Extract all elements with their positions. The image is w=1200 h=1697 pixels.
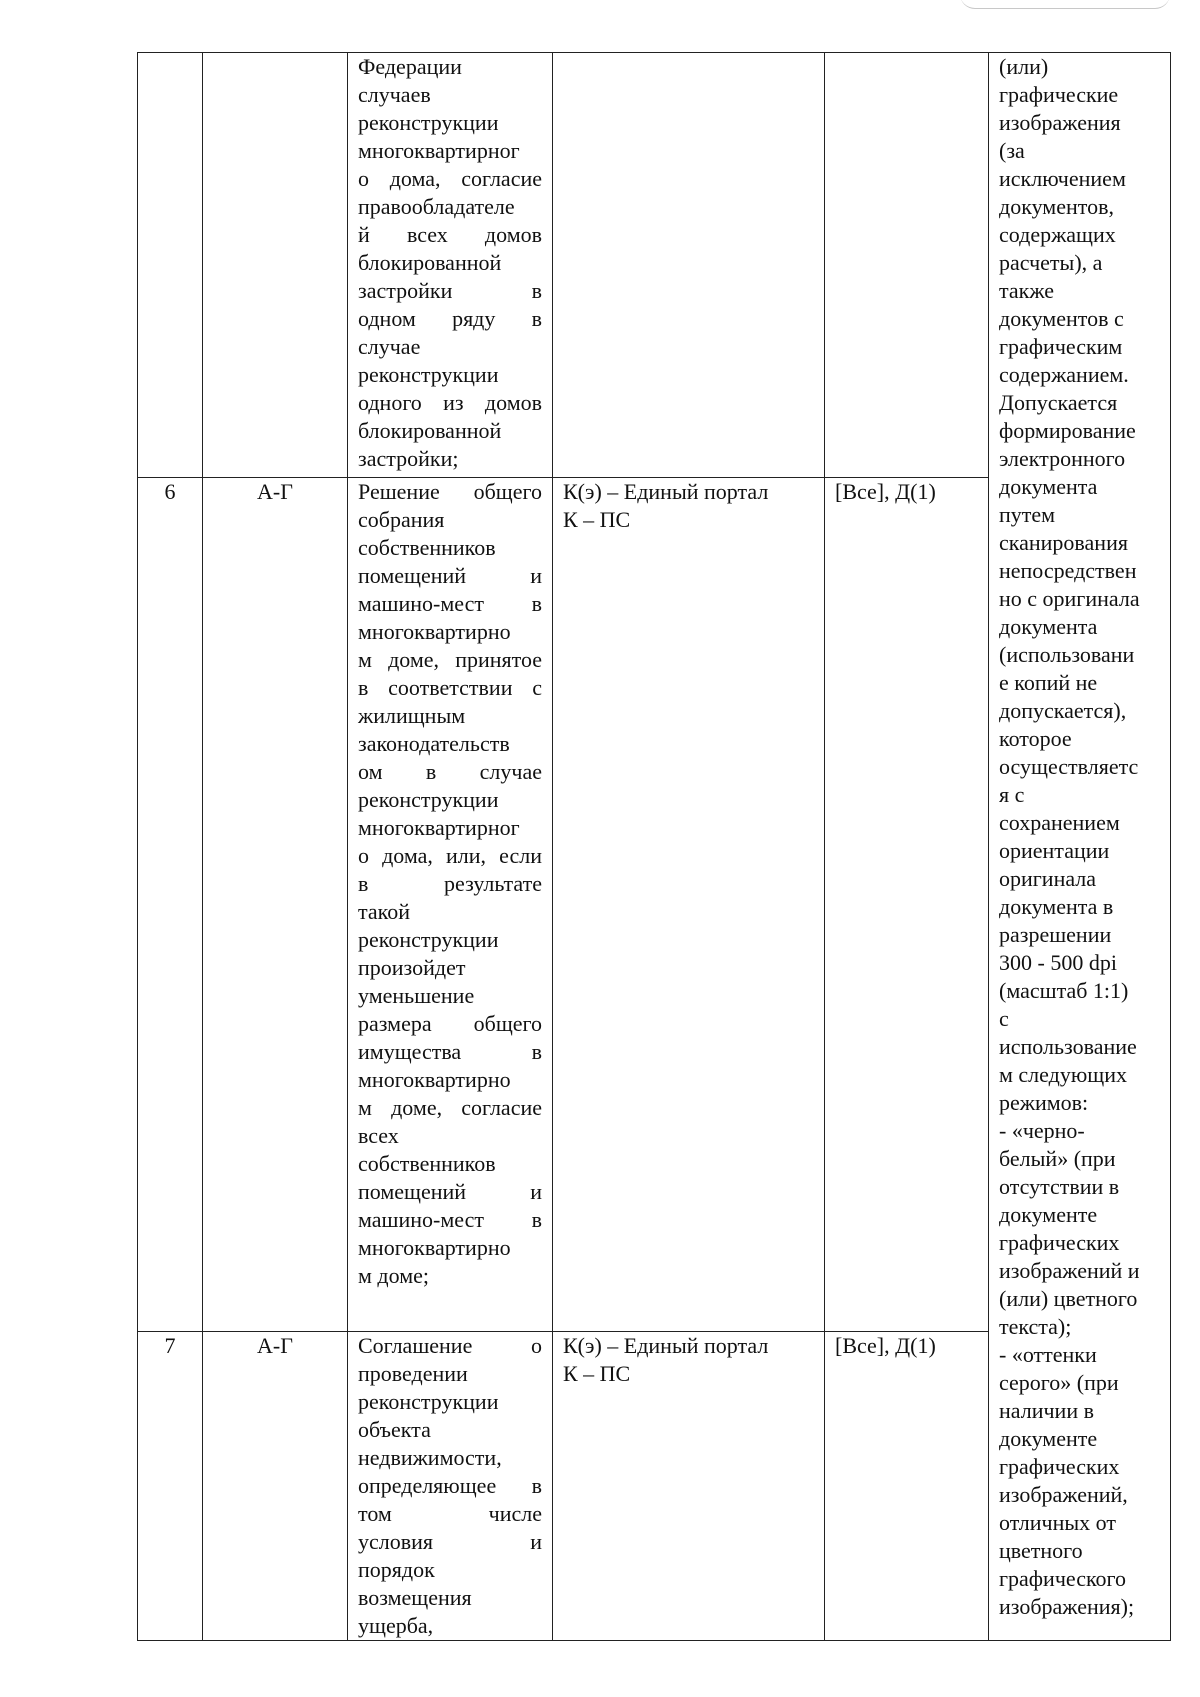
text-line: непосредствен <box>999 558 1137 583</box>
text-line: но с оригинала <box>999 586 1140 611</box>
text-line: с <box>999 1006 1009 1031</box>
submission-form-line: К(э) – Единый портал <box>563 1333 769 1358</box>
text-line: оригинала <box>999 866 1097 891</box>
text-line: собрания <box>358 507 445 532</box>
text-line: собственников <box>358 1151 496 1176</box>
text-line: Допускается <box>999 390 1118 415</box>
text-line: отличных от <box>999 1510 1116 1535</box>
text-line: м следующих <box>999 1062 1127 1087</box>
description-cell <box>348 1332 553 1641</box>
text-line: документе <box>999 1202 1098 1227</box>
text-line: о дома, или, если <box>358 843 542 868</box>
text-line: которое <box>999 726 1072 751</box>
text-line: одного из домов <box>358 390 542 415</box>
text-line: допускается), <box>999 698 1127 723</box>
text-line: документа <box>999 614 1098 639</box>
submission-form-line: К – ПС <box>563 507 631 532</box>
text-line: одном ряду в <box>358 306 542 331</box>
text-line: реконструкции <box>358 110 499 135</box>
text-line: многоквартирног <box>358 138 520 163</box>
text-line: - «оттенки <box>999 1342 1097 1367</box>
text-line: многоквартирно <box>358 619 511 644</box>
row-number: 7 <box>164 1333 176 1358</box>
text-line: осуществляетс <box>999 754 1139 779</box>
category-cell <box>203 1332 348 1641</box>
submission-form-line: К(э) – Единый портал <box>563 479 769 504</box>
text-line: использование <box>999 1034 1137 1059</box>
text-line: случаев <box>358 82 431 107</box>
text-line: сохранением <box>999 810 1120 835</box>
text-line: также <box>999 278 1055 303</box>
category-cell <box>203 478 348 1332</box>
text-line: Соглашение о <box>358 1333 542 1358</box>
text-line: размера общего <box>358 1011 542 1036</box>
applicants-cell <box>825 53 989 478</box>
text-line: (или) цветного <box>999 1286 1138 1311</box>
text-line: (использовани <box>999 642 1135 667</box>
text-line: документов, <box>999 194 1114 219</box>
text-line: формирование <box>999 418 1136 443</box>
text-line: исключением <box>999 166 1126 191</box>
text-line: режимов: <box>999 1090 1089 1115</box>
applicants-label: [Все], Д(1) <box>835 1333 936 1358</box>
text-line: й всех домов <box>358 222 542 247</box>
text-line: сканирования <box>999 530 1128 555</box>
submission-form-cell <box>553 478 825 1332</box>
text-line: помещений и <box>358 563 542 588</box>
text-line: я с <box>999 782 1025 807</box>
text-line: изображений и <box>999 1258 1140 1283</box>
text-line: возмещения <box>358 1585 472 1610</box>
category-label: А-Г <box>257 479 293 504</box>
text-line: уменьшение <box>358 983 475 1008</box>
text-line: застройки; <box>358 446 459 471</box>
text-line: цветного <box>999 1538 1083 1563</box>
row-number-cell <box>138 478 203 1332</box>
text-line: Федерации <box>358 54 462 79</box>
text-line: текста); <box>999 1314 1072 1339</box>
text-line: недвижимости, <box>358 1445 502 1470</box>
submission-form-cell <box>553 1332 825 1641</box>
applicants-cell <box>825 478 989 1332</box>
text-line: (масштаб 1:1) <box>999 978 1129 1003</box>
text-line: графических <box>999 1454 1120 1479</box>
text-line: (за <box>999 138 1025 163</box>
text-line: ущерба, <box>358 1613 434 1638</box>
document-requirements-cell <box>989 53 1171 1641</box>
submission-form-line: К – ПС <box>563 1361 631 1386</box>
row-number-cell <box>138 1332 203 1641</box>
text-line: (или) <box>999 54 1049 79</box>
text-line: м доме, принятое <box>358 647 542 672</box>
submission-form-cell <box>553 53 825 478</box>
text-line: условия и <box>358 1529 542 1554</box>
text-line: застройки в <box>358 278 542 303</box>
text-line: 300 - 500 dpi <box>999 950 1117 975</box>
table-row <box>138 53 1171 478</box>
text-line: реконструкции <box>358 1389 499 1414</box>
text-line: электронного <box>999 446 1126 471</box>
text-line: отсутствии в <box>999 1174 1120 1199</box>
text-line: порядок <box>358 1557 435 1582</box>
text-line: наличии в <box>999 1398 1094 1423</box>
text-line: правообладателе <box>358 194 515 219</box>
description-cell <box>348 478 553 1332</box>
text-line: такой <box>358 899 410 924</box>
text-line: о дома, согласие <box>358 166 542 191</box>
text-line: всех <box>358 1123 399 1148</box>
row-number-cell <box>138 53 203 478</box>
text-line: графического <box>999 1566 1127 1591</box>
text-line: путем <box>999 502 1056 527</box>
text-line: реконструкции <box>358 787 499 812</box>
text-line: собственников <box>358 535 496 560</box>
page-corner-decoration <box>960 0 1170 9</box>
text-line: ориентации <box>999 838 1110 863</box>
text-line: разрешении <box>999 922 1112 947</box>
text-line: в соответствии с <box>358 675 542 700</box>
text-line: реконструкции <box>358 362 499 387</box>
text-line: документа <box>999 474 1098 499</box>
text-line: блокированной <box>358 250 502 275</box>
text-line: белый» (при <box>999 1146 1116 1171</box>
text-line: реконструкции <box>358 927 499 952</box>
applicants-label: [Все], Д(1) <box>835 479 936 504</box>
description-cell <box>348 53 553 478</box>
text-line: е копий не <box>999 670 1098 695</box>
text-line: графическим <box>999 334 1123 359</box>
text-line: машино-мест в <box>358 591 542 616</box>
text-line: графических <box>999 1230 1120 1255</box>
text-line: м доме; <box>358 1263 429 1288</box>
text-line: изображений, <box>999 1482 1128 1507</box>
text-line: документе <box>999 1426 1098 1451</box>
text-line: содержанием. <box>999 362 1129 387</box>
text-line: жилищным <box>358 703 466 728</box>
text-line: произойдет <box>358 955 466 980</box>
text-line: многоквартирно <box>358 1235 511 1260</box>
text-line: ом в случае <box>358 759 542 784</box>
text-line: документов с <box>999 306 1124 331</box>
text-line: помещений и <box>358 1179 542 1204</box>
text-line: многоквартирно <box>358 1067 511 1092</box>
row-number: 6 <box>164 479 176 504</box>
text-line: определяющее в <box>358 1473 542 1498</box>
text-line: случае <box>358 334 421 359</box>
category-label: А-Г <box>257 1333 293 1358</box>
text-line: том числе <box>358 1501 542 1526</box>
text-line: изображения <box>999 110 1121 135</box>
text-line: имущества в <box>358 1039 542 1064</box>
text-line: - «черно- <box>999 1118 1085 1143</box>
text-line: в результате <box>358 871 542 896</box>
text-line: расчеты), а <box>999 250 1103 275</box>
text-line: содержащих <box>999 222 1116 247</box>
applicants-cell <box>825 1332 989 1641</box>
text-line: графические <box>999 82 1119 107</box>
text-line: многоквартирног <box>358 815 520 840</box>
text-line: машино-мест в <box>358 1207 542 1232</box>
text-line: блокированной <box>358 418 502 443</box>
text-line: объекта <box>358 1417 431 1442</box>
text-line: м доме, согласие <box>358 1095 542 1120</box>
text-line: документа в <box>999 894 1114 919</box>
text-line: проведении <box>358 1361 468 1386</box>
category-cell <box>203 53 348 478</box>
requirements-table <box>137 52 1171 1641</box>
text-line: серого» (при <box>999 1370 1119 1395</box>
text-line: изображения); <box>999 1594 1135 1619</box>
text-line: законодательств <box>358 731 510 756</box>
text-line: Решение общего <box>358 479 542 504</box>
